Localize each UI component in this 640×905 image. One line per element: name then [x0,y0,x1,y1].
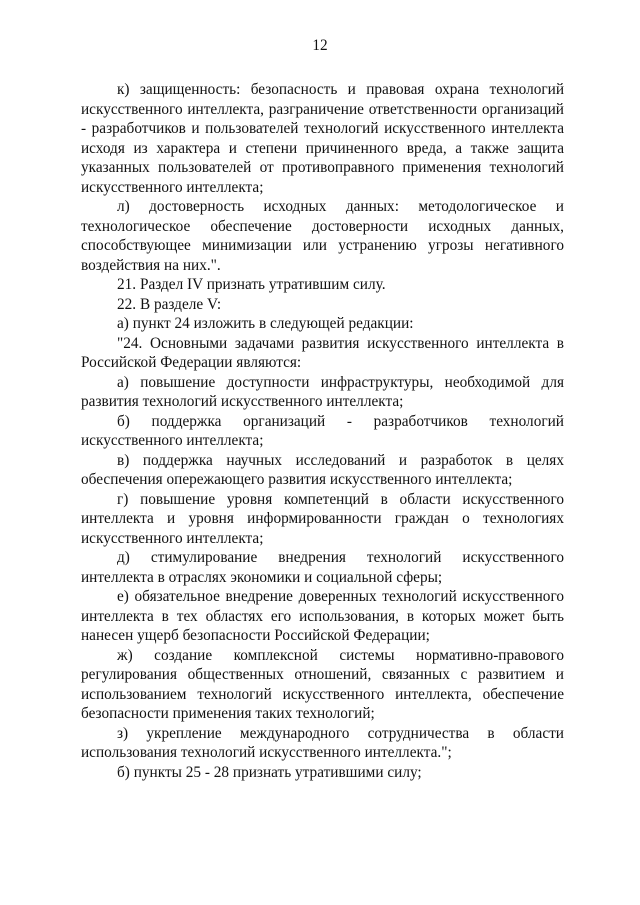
list-item-z: з) укрепление международного сотрудничества в области использования технологий искусственного интеллекта."; [81,724,564,761]
list-item-a: а) повышение доступности инфраструктуры, необходимой для развития технологий искусственного интеллекта; [81,373,564,410]
paragraph-24-intro: "24. Основными задачами развития искусственного интеллекта в Российской Федерации являются: [81,334,564,371]
paragraph-l-reliability: л) достоверность исходных данных: методологическое и технологическое обеспечение достоверности исходных данных, способствующее минимизации или устранению угрозы негативного воздействия на них.". [81,198,564,274]
list-item-d: д) стимулирование внедрения технологий искусственного интеллекта в отраслях экономики и социальной сферы; [81,549,564,586]
paragraph-22: 22. В разделе V: [117,295,222,313]
list-item-v: в) поддержка научных исследований и разработок в целях обеспечения опережающего развития искусственного интеллекта; [81,451,564,488]
paragraph-22a: а) пункт 24 изложить в следующей редакции: [117,315,414,332]
paragraph-k-security: к) защищенность: безопасность и правовая охрана технологий искусственного интеллекта, разграничение ответственности организаций - разработчиков и пользователей технологий искусственного интеллекта исходя из характера и степени причиненного вреда, а также защита указанных пользователей от противоправного применения технологий искусственного интеллекта; [81,81,564,196]
list-item-e: е) обязательное внедрение доверенных технологий искусственного интеллекта в тех областях его использования, в которых может быть нанесен ущерб безопасности Российской Федерации; [81,588,564,644]
list-item-zh: ж) создание комплексной системы нормативно-правового регулирования общественных отношений, связанных с развитием и использованием технологий искусственного интеллекта, обеспечение безопасности применения таких технологий; [81,646,564,722]
paragraph-21: 21. Раздел IV признать утратившим силу. [117,276,386,293]
list-item-g: г) повышение уровня компетенций в области искусственного интеллекта и уровня информированности граждан о технологиях искусственного интеллекта; [81,490,564,547]
document-body [81,80,564,782]
paragraph-22b: б) пункты 25 - 28 признать утратившими силу; [117,763,422,781]
page-number: 12 [312,37,328,54]
list-item-b: б) поддержка организаций - разработчиков технологий искусственного интеллекта; [81,412,564,449]
